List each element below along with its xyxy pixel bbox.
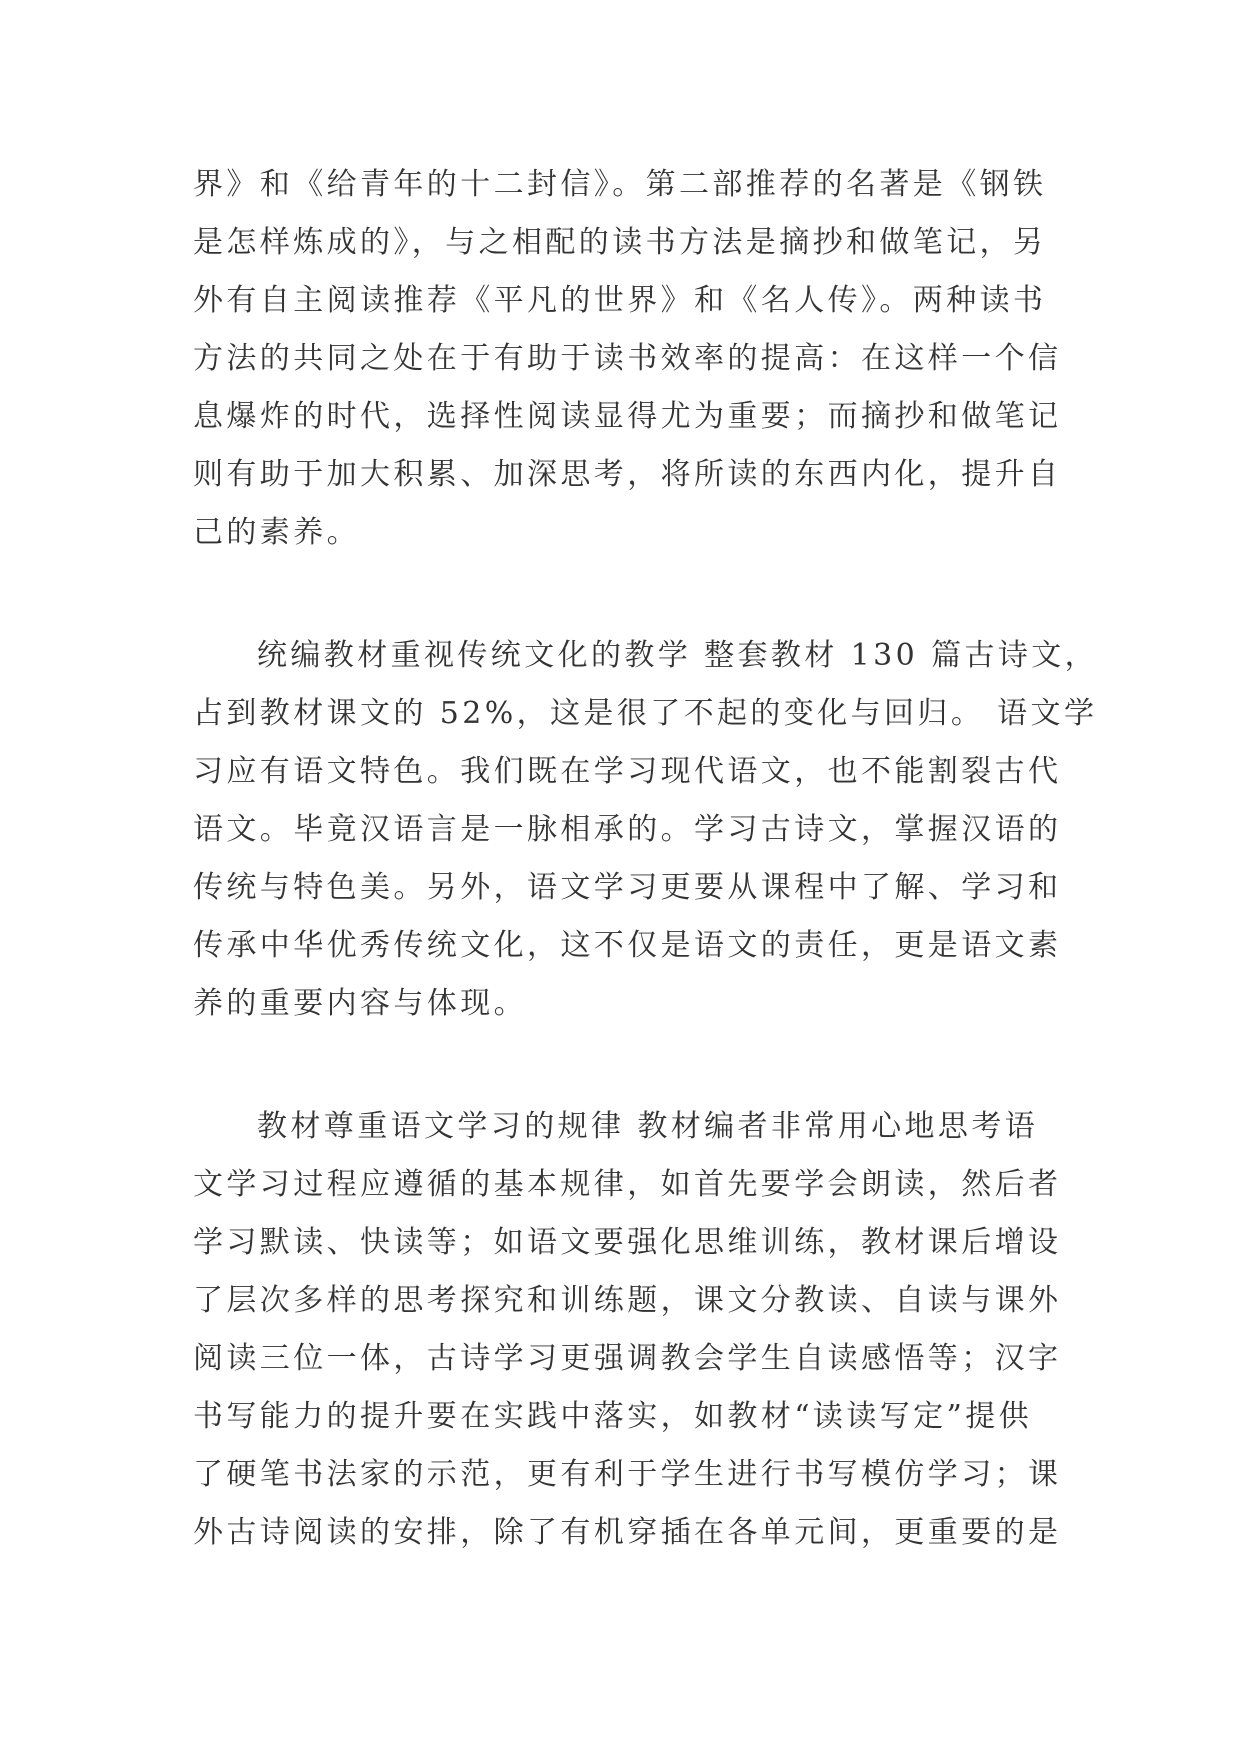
text-line: 则有助于加大积累、加深思考，将所读的东西内化，提升自 <box>193 457 1062 492</box>
paragraph-traditional-culture <box>193 627 1099 1033</box>
text-line: 占到教材课文的 52%，这是很了不起的变化与回归。 语文学 <box>193 696 1098 731</box>
text-line: 语文。毕竟汉语言是一脉相承的。学习古诗文，掌握汉语的 <box>193 812 1062 847</box>
text-line: 了层次多样的思考探究和训练题，课文分教读、自读与课外 <box>193 1283 1062 1318</box>
text-line: 传统与特色美。另外，语文学习更要从课程中了解、学习和 <box>193 870 1062 905</box>
text-line: 了硬笔书法家的示范，更有利于学生进行书写模仿学习；课 <box>193 1457 1062 1492</box>
text-line: 文学习过程应遵循的基本规律，如首先要学会朗读，然后者 <box>193 1167 1062 1202</box>
text-line: 界》和《给青年的十二封信》。第二部推荐的名著是《钢铁 <box>193 167 1047 202</box>
text-line: 外古诗阅读的安排，除了有机穿插在各单元间，更重要的是 <box>193 1515 1062 1550</box>
paragraph-learning-rules <box>193 1098 1062 1562</box>
text-line: 学习默读、快读等；如语文要强化思维训练，教材课后增设 <box>193 1225 1062 1260</box>
text-line: 息爆炸的时代，选择性阅读显得尤为重要；而摘抄和做笔记 <box>193 399 1062 434</box>
text-line: 习应有语文特色。我们既在学习现代语文，也不能割裂古代 <box>193 754 1062 789</box>
text-line: 是怎样炼成的》，与之相配的读书方法是摘抄和做笔记，另 <box>193 225 1047 260</box>
text-line: 己的素养。 <box>193 515 360 550</box>
text-line: 养的重要内容与体现。 <box>193 986 527 1021</box>
text-line: 方法的共同之处在于有助于读书效率的提高：在这样一个信 <box>193 341 1062 376</box>
paragraph-reading-methods <box>193 156 1062 562</box>
text-line: 教材尊重语文学习的规律 教材编者非常用心地思考语 <box>257 1109 1039 1144</box>
text-line: 书写能力的提升要在实践中落实，如教材“读读写定”提供 <box>193 1399 1033 1434</box>
text-line: 统编教材重视传统文化的教学 整套教材 130 篇古诗文， <box>257 638 1099 673</box>
text-line: 传承中华优秀传统文化，这不仅是语文的责任，更是语文素 <box>193 928 1062 963</box>
text-line: 外有自主阅读推荐《平凡的世界》和《名人传》。两种读书 <box>193 283 1047 318</box>
text-line: 阅读三位一体，古诗学习更强调教会学生自读感悟等；汉字 <box>193 1341 1062 1376</box>
